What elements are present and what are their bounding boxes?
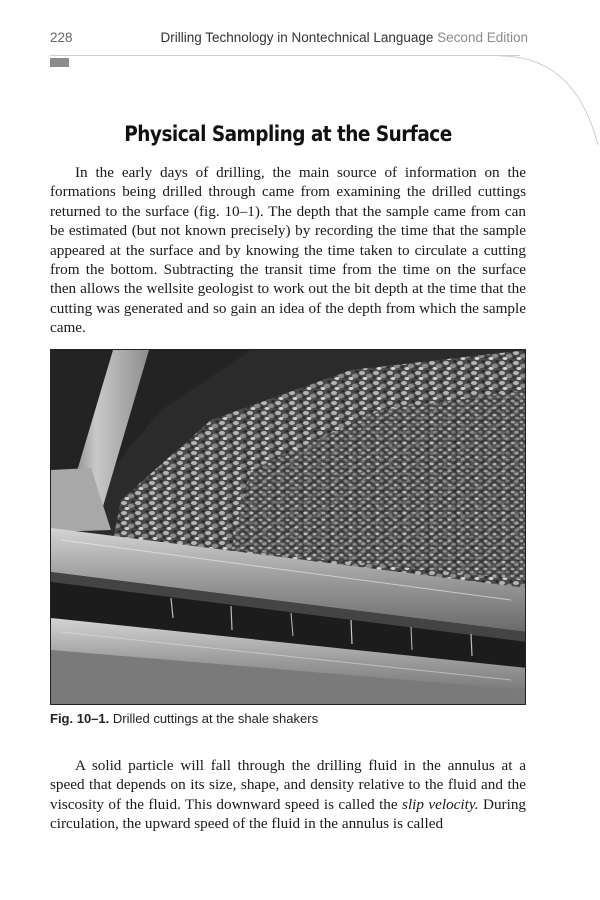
book-title-text: Drilling Technology in Nontechnical Language <box>160 30 434 45</box>
paragraph-sampling: In the early days of drilling, the main source of information on the formations being drilled through came from examining the drilled cuttings returned to the surface (fig. 10–1). The depth that the sample came from can be estimated (but not known precisely) by recording the time that the sample appeared at the surface and by knowing the time taken to circulate a cutting from the bottom. Subtracting the transit time from the time on the surface then allows the wellsite geologist to work out the bit depth at the time that the cutting was generated and so gain an idea of the depth from which the sample came. <box>50 164 526 337</box>
cuttings-photo <box>51 350 526 705</box>
book-title <box>160 30 528 45</box>
figure-drilled-cuttings <box>50 349 526 705</box>
page-number: 228 <box>50 30 73 45</box>
header-rule <box>50 55 520 56</box>
running-head <box>50 30 528 50</box>
paragraph-slip-velocity-text-a: A solid particle will fall through the drilling fluid in the annulus at a speed that depends on its size, shape, and density relative to the fluid and the viscosity of the fluid. This downward speed is called the <box>50 757 526 813</box>
header-marker-block <box>50 58 69 67</box>
figure-caption-text: Drilled cuttings at the shale shakers <box>109 711 319 726</box>
paragraph-slip-velocity <box>50 756 526 834</box>
figure-caption <box>50 711 318 726</box>
paragraph-slip-velocity-text-b: During circulation, the upward speed of the fluid in the annulus is called <box>50 795 527 833</box>
slip-velocity-term: slip velocity. <box>402 795 479 813</box>
section-title: Physical Sampling at the Surface <box>124 122 452 146</box>
edition-label: Second Edition <box>437 30 528 45</box>
figure-caption-label: Fig. 10–1. <box>50 711 110 726</box>
